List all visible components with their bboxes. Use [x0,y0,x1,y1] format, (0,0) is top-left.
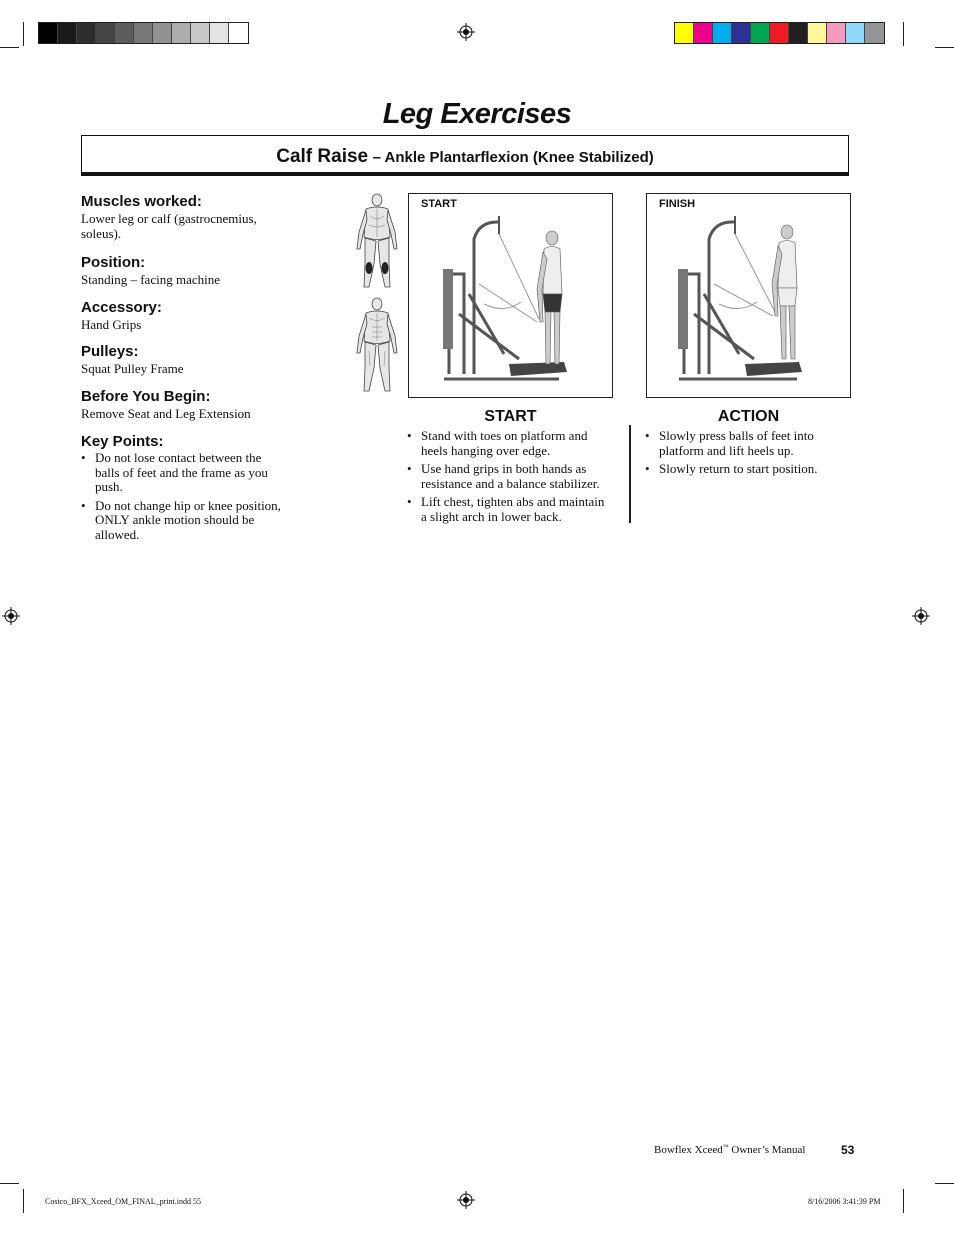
registration-mark-icon [912,607,930,625]
color-swatch [827,23,846,43]
keypoints-section [81,433,286,546]
start-heading: START [484,408,537,425]
before-text: Remove Seat and Leg Extension [81,406,251,421]
slug-filename: Costco_BFX_Xceed_OM_FINAL_print.indd 55 [45,1197,201,1206]
pulleys-section [81,343,296,376]
list-item: • Do not lose contact between the balls of feet and the frame as you push. [81,451,286,495]
color-swatch [77,23,96,43]
color-swatch [58,23,77,43]
accessory-text: Hand Grips [81,317,142,332]
page-number: 53 [841,1143,855,1157]
start-instructions [407,429,607,528]
grayscale-bar [38,22,249,44]
muscles-heading: Muscles worked: [81,193,202,210]
color-swatch [39,23,58,43]
color-swatch [732,23,751,43]
list-item: • Slowly press balls of feet into platform and lift heels up. [645,429,845,458]
page-title: Leg Exercises [382,98,572,130]
before-heading: Before You Begin: [81,388,211,405]
slug-timestamp: 8/16/2006 3:41:39 PM [808,1197,881,1206]
list-item: • Stand with toes on platform and heels hanging over edge. [407,429,607,458]
action-heading: ACTION [717,408,780,425]
bowflex-machine-finish-illustration [647,194,850,397]
color-swatch [808,23,827,43]
exercise-name: Calf Raise [276,146,369,167]
color-swatch [713,23,732,43]
registration-mark-icon [2,607,20,625]
anatomy-front-figure-icon [352,296,402,396]
position-heading: Position: [81,254,146,271]
footer-manual-title: Bowflex Xceed™ Owner’s Manual [654,1144,806,1156]
color-swatch [865,23,884,43]
list-item: • Lift chest, tighten abs and maintain a slight arch in lower back. [407,495,607,524]
finish-photo-label: FINISH [659,198,696,210]
accessory-section [81,299,296,332]
list-item: • Slowly return to start position. [645,462,845,477]
pulleys-heading: Pulleys: [81,343,139,360]
color-swatch [153,23,172,43]
crop-mark [903,1189,904,1213]
exercise-subtitle: – Ankle Plantarflexion (Knee Stabilized) [372,149,654,166]
color-swatch [675,23,694,43]
color-swatch [172,23,191,43]
pulleys-text: Squat Pulley Frame [81,361,184,376]
before-section [81,388,296,421]
exercise-title-box [81,135,849,176]
crop-mark [935,1183,954,1184]
color-swatch [115,23,134,43]
color-swatch [229,23,248,43]
color-swatch [846,23,865,43]
keypoints-heading: Key Points: [81,433,164,450]
crop-mark [23,1189,24,1213]
start-photo-label: START [421,198,457,210]
crop-mark [903,22,904,46]
column-divider [629,425,631,523]
finish-photo [646,193,851,398]
color-swatch [210,23,229,43]
anatomy-back-figure-icon [352,192,402,292]
crop-mark [0,1183,19,1184]
color-swatch [770,23,789,43]
muscles-text: Lower leg or calf (gastrocnemius, soleus). [81,211,257,241]
color-swatch [134,23,153,43]
crop-mark [23,22,24,46]
color-swatch [191,23,210,43]
registration-mark-icon [457,1191,475,1209]
keypoints-list [81,451,286,542]
position-text: Standing – facing machine [81,272,220,287]
color-swatch [789,23,808,43]
accessory-heading: Accessory: [81,299,162,316]
position-section [81,254,296,287]
muscles-section [81,193,296,241]
color-swatch [96,23,115,43]
color-bar [674,22,885,44]
bowflex-machine-start-illustration [409,194,612,397]
registration-mark-icon [457,23,475,41]
list-item: • Do not change hip or knee position, ONLY ankle motion should be allowed. [81,499,286,543]
start-photo [408,193,613,398]
color-swatch [751,23,770,43]
crop-mark [0,47,19,48]
crop-mark [935,47,954,48]
action-instructions [645,429,845,481]
list-item: • Use hand grips in both hands as resistance and a balance stabilizer. [407,462,607,491]
color-swatch [694,23,713,43]
